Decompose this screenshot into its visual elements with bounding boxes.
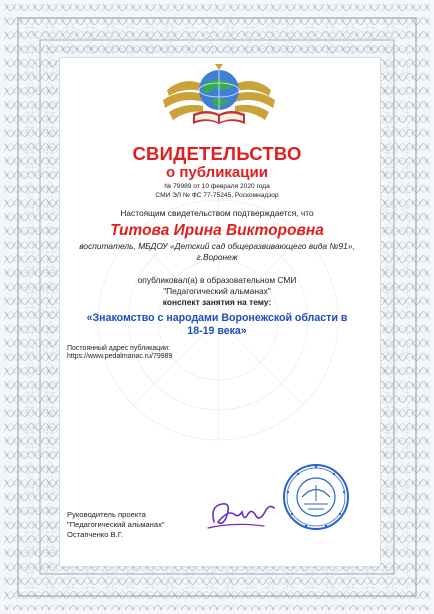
material-type: конспект занятия на тему: <box>162 297 272 307</box>
confirmation-text: Настоящим свидетельством подтверждается, что <box>120 208 314 218</box>
published-in-text: опубликовал(а) в образовательном СМИ <box>137 275 297 285</box>
address-url[interactable]: https://www.pedalmanac.ru/79989 <box>67 353 173 360</box>
certificate-subtitle: о публикации <box>166 164 268 181</box>
recipient-city: г.Воронеж <box>196 252 238 262</box>
globe-book-emblem-icon <box>157 62 281 134</box>
manager-project: "Педагогический альманах" <box>67 520 165 529</box>
journal-name: "Педагогический альманах" <box>163 286 271 296</box>
manager-title: Руководитель проекта <box>67 510 146 519</box>
signature-icon <box>204 492 278 536</box>
official-stamp-icon <box>282 452 350 542</box>
recipient-name: Титова Ирина Викторовна <box>110 222 324 239</box>
certificate-title: СВИДЕТЕЛЬСТВО <box>132 143 302 164</box>
manager-name: Остапченко В.Г. <box>67 530 124 539</box>
certificate-number: № 79989 от 10 февраля 2020 года <box>164 183 270 190</box>
publication-topic <box>72 312 362 338</box>
topic-line-2: 18-19 века» <box>187 325 247 337</box>
recipient-position: воспитатель, МБДОУ «Детский сад общеразвивающего вида №91», <box>79 241 355 251</box>
topic-line-1: «Знакомство с народами Воронежской области в <box>86 312 348 324</box>
address-label: Постоянный адрес публикации: <box>67 345 171 352</box>
smi-registration: СМИ ЭЛ № ФС 77-75245, Роскомнадзор <box>155 192 279 199</box>
